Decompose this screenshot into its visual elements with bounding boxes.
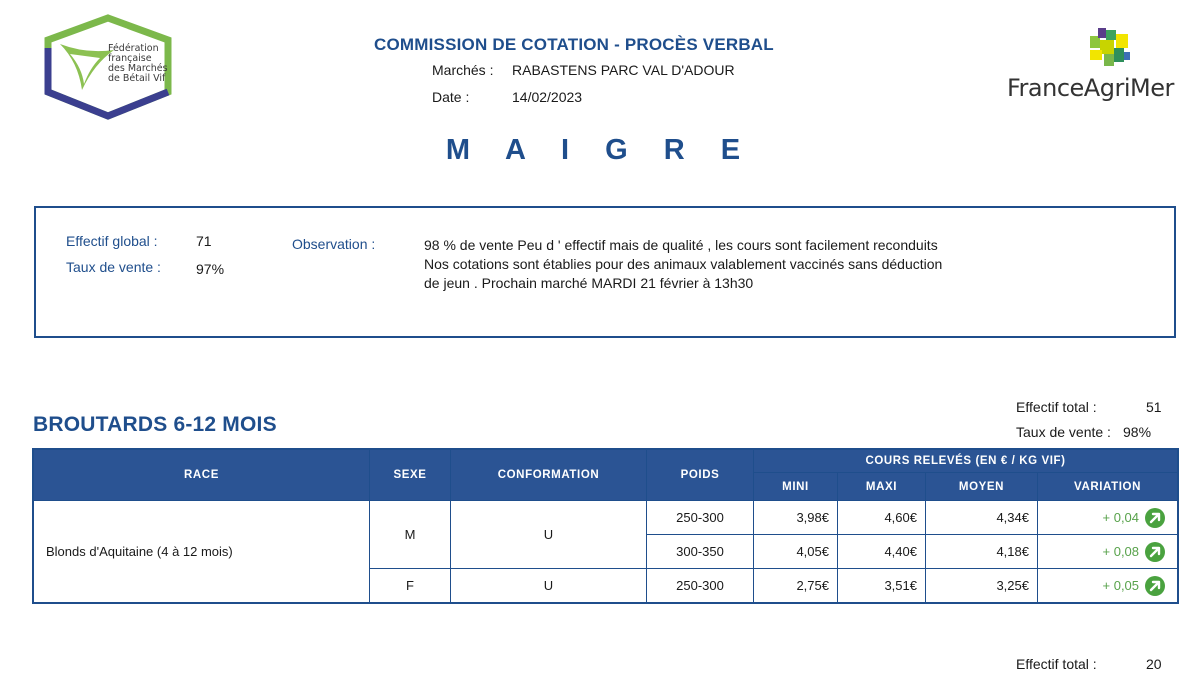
market-value: RABASTENS PARC VAL D'ADOUR [512, 62, 735, 78]
federation-logo-text: Fédération française des Marchés de Bétail Vif [108, 43, 168, 84]
maxi-cell: 3,51€ [838, 569, 926, 603]
section-title: M A I G R E [445, 134, 755, 166]
price-table [33, 449, 1178, 603]
effectif-global-value: 71 [196, 233, 212, 249]
race-cell: Blonds d'Aquitaine (4 à 12 mois) [34, 501, 370, 603]
col-header-poids: POIDS [647, 450, 754, 501]
sexe-cell: M [370, 501, 451, 569]
mini-cell: 4,05€ [754, 535, 838, 569]
variation-value: + 0,05 [1102, 578, 1140, 593]
moyen-cell: 4,18€ [926, 535, 1038, 569]
sexe-cell: F [370, 569, 451, 603]
taux-vente-label: Taux de vente : [66, 259, 161, 275]
poids-cell: 300-350 [647, 535, 754, 569]
col-header-mini: MINI [754, 473, 838, 501]
observation-label: Observation : [292, 236, 376, 252]
maxi-cell: 4,60€ [838, 501, 926, 535]
trend-up-icon [1145, 542, 1165, 562]
category-total-value: 51 [1146, 399, 1162, 415]
date-label: Date : [432, 89, 470, 105]
category-title: BROUTARDS 6-12 MOIS [33, 413, 277, 436]
col-header-maxi: MAXI [838, 473, 926, 501]
table-header-row [34, 450, 1178, 473]
table-row [34, 501, 1178, 535]
trend-up-icon [1145, 576, 1165, 596]
col-header-variation: VARIATION [1038, 473, 1178, 501]
variation-value: + 0,08 [1102, 544, 1140, 559]
col-header-cours: COURS RELEVÉS (EN € / KG VIF) [754, 450, 1178, 473]
col-header-sexe: SEXE [370, 450, 451, 501]
variation-cell [1038, 569, 1178, 603]
franceagrimer-mosaic-icon [1080, 26, 1136, 70]
moyen-cell: 4,34€ [926, 501, 1038, 535]
col-header-conformation: CONFORMATION [451, 450, 647, 501]
next-category-total-label: Effectif total : [1016, 656, 1097, 672]
franceagrimer-logo-text: FranceAgriMer [1007, 74, 1174, 102]
variation-cell [1038, 535, 1178, 569]
mini-cell: 2,75€ [754, 569, 838, 603]
category-taux-value: 98% [1123, 424, 1152, 440]
poids-cell: 250-300 [647, 501, 754, 535]
market-summary-box [34, 206, 1176, 338]
mini-cell: 3,98€ [754, 501, 838, 535]
variation-value: + 0,04 [1102, 510, 1140, 525]
col-header-moyen: MOYEN [926, 473, 1038, 501]
maxi-cell: 4,40€ [838, 535, 926, 569]
category-taux-label: Taux de vente : [1016, 424, 1111, 440]
moyen-cell: 3,25€ [926, 569, 1038, 603]
variation-cell [1038, 501, 1178, 535]
document-title: COMMISSION DE COTATION - PROCÈS VERBAL [374, 35, 774, 54]
conformation-cell: U [451, 501, 647, 569]
market-label: Marchés : [432, 62, 494, 78]
franceagrimer-logo [1080, 26, 1136, 70]
poids-cell: 250-300 [647, 569, 754, 603]
observation-text: 98 % de vente Peu d ' effectif mais de qualité , les cours sont facilement reconduits Nos cotations sont établies pour des animaux valablement vaccinés sans déduction de jeun . Prochain marché MARDI 21 février à 13h30 [424, 237, 943, 291]
conformation-cell: U [451, 569, 647, 603]
category-total-label: Effectif total : [1016, 399, 1097, 415]
trend-up-icon [1145, 508, 1165, 528]
taux-vente-value: 97% [196, 261, 225, 277]
next-category-total-value: 20 [1146, 656, 1162, 672]
effectif-global-label: Effectif global : [66, 233, 158, 249]
col-header-race: RACE [34, 450, 370, 501]
date-value: 14/02/2023 [512, 89, 583, 105]
